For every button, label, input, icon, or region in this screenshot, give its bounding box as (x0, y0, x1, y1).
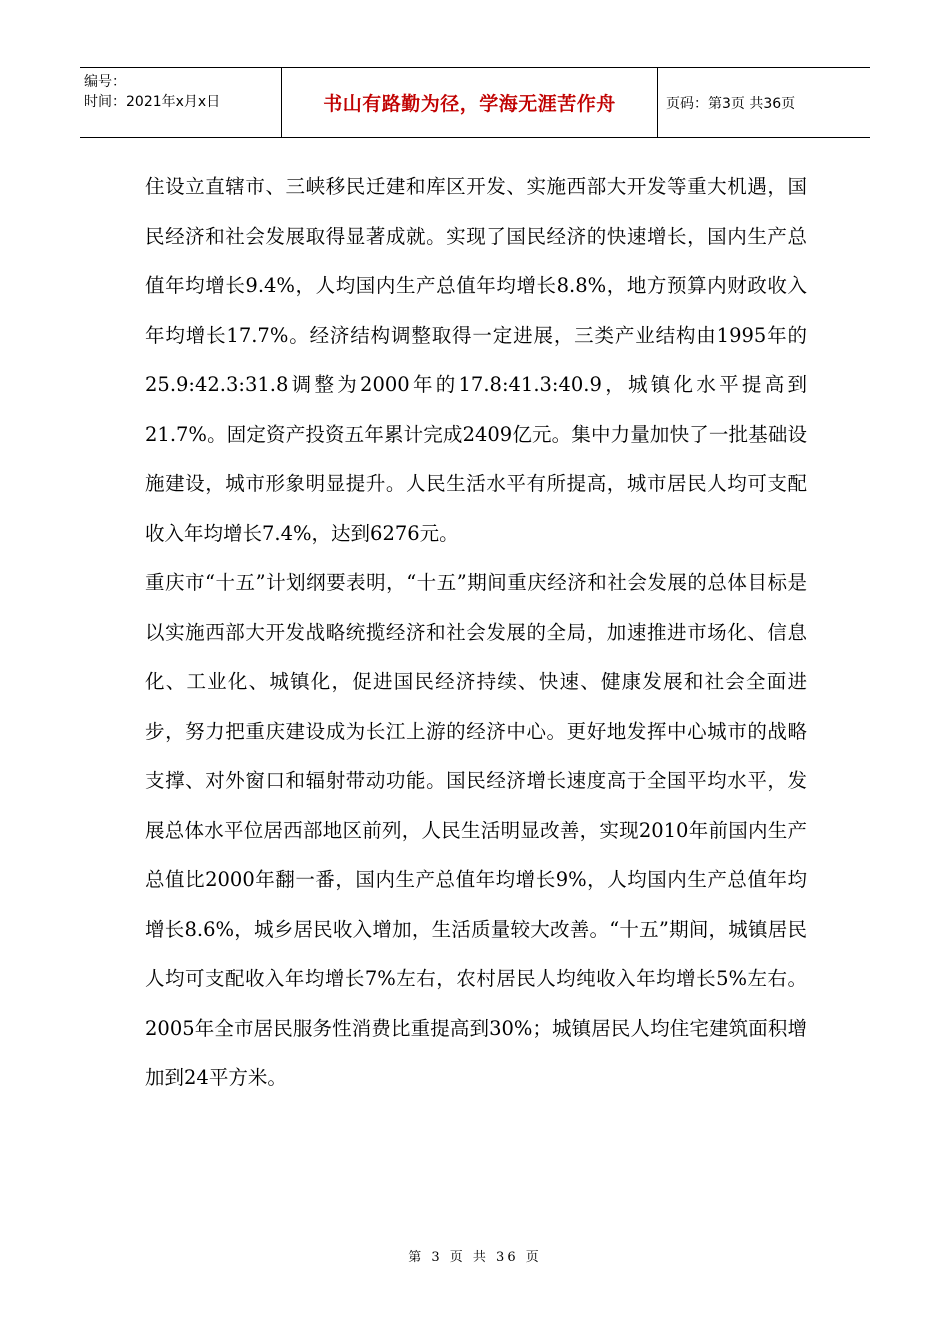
header-motto: 书山有路勤为径，学海无涯苦作舟 (282, 68, 658, 137)
document-body (145, 162, 807, 1103)
page-footer: 第 3 页 共 36 页 (408, 1250, 542, 1265)
header-page-info: 页码：第3页 共36页 (666, 95, 796, 112)
document-date: 时间：2021年x月x日 (84, 94, 221, 110)
body-paragraph: 重庆市“十五”计划纲要表明，“十五”期间重庆经济和社会发展的总体目标是以实施西部大开发战略统揽经济和社会发展的全局，加速推进市场化、信息化、工业化、城镇化，促进国民经济持续、快速、健康发展和社会全面进步，努力把重庆建设成为长江上游的经济中心。更好地发挥中心城市的战略支撑、对外窗口和辐射带动功能。国民经济增长速度高于全国平均水平，发展总体水平位居西部地区前列，人民生活明显改善，实现2010年前国内生产总值比2000年翻一番，国内生产总值年均增长9%，人均国内生产总值年均增长8.6%，城乡居民收入增加，生活质量较大改善。“十五”期间，城镇居民人均可支配收入年均增长7%左右，农村居民人均纯收入年均增长5%左右。2005年全市居民服务性消费比重提高到30%；城镇居民人均住宅建筑面积增加到24平方米。 (145, 571, 807, 1089)
header-meta-cell (80, 68, 282, 137)
document-header (80, 67, 870, 138)
body-paragraph: 住设立直辖市、三峡移民迁建和库区开发、实施西部大开发等重大机遇，国民经济和社会发展取得显著成就。实现了国民经济的快速增长，国内生产总值年均增长9.4%，人均国内生产总值年均增长8.8%，地方预算内财政收入年均增长17.7%。经济结构调整取得一定进展，三类产业结构由1995年的25.9:42.3:31.8调整为2000年的17.8:41.3:40.9，城镇化水平提高到21.7%。固定资产投资五年累计完成2409亿元。集中力量加快了一批基础设施建设，城市形象明显提升。人民生活水平有所提高，城市居民人均可支配收入年均增长7.4%，达到6276元。 (145, 175, 807, 545)
document-number-label: 编号： (84, 74, 126, 90)
